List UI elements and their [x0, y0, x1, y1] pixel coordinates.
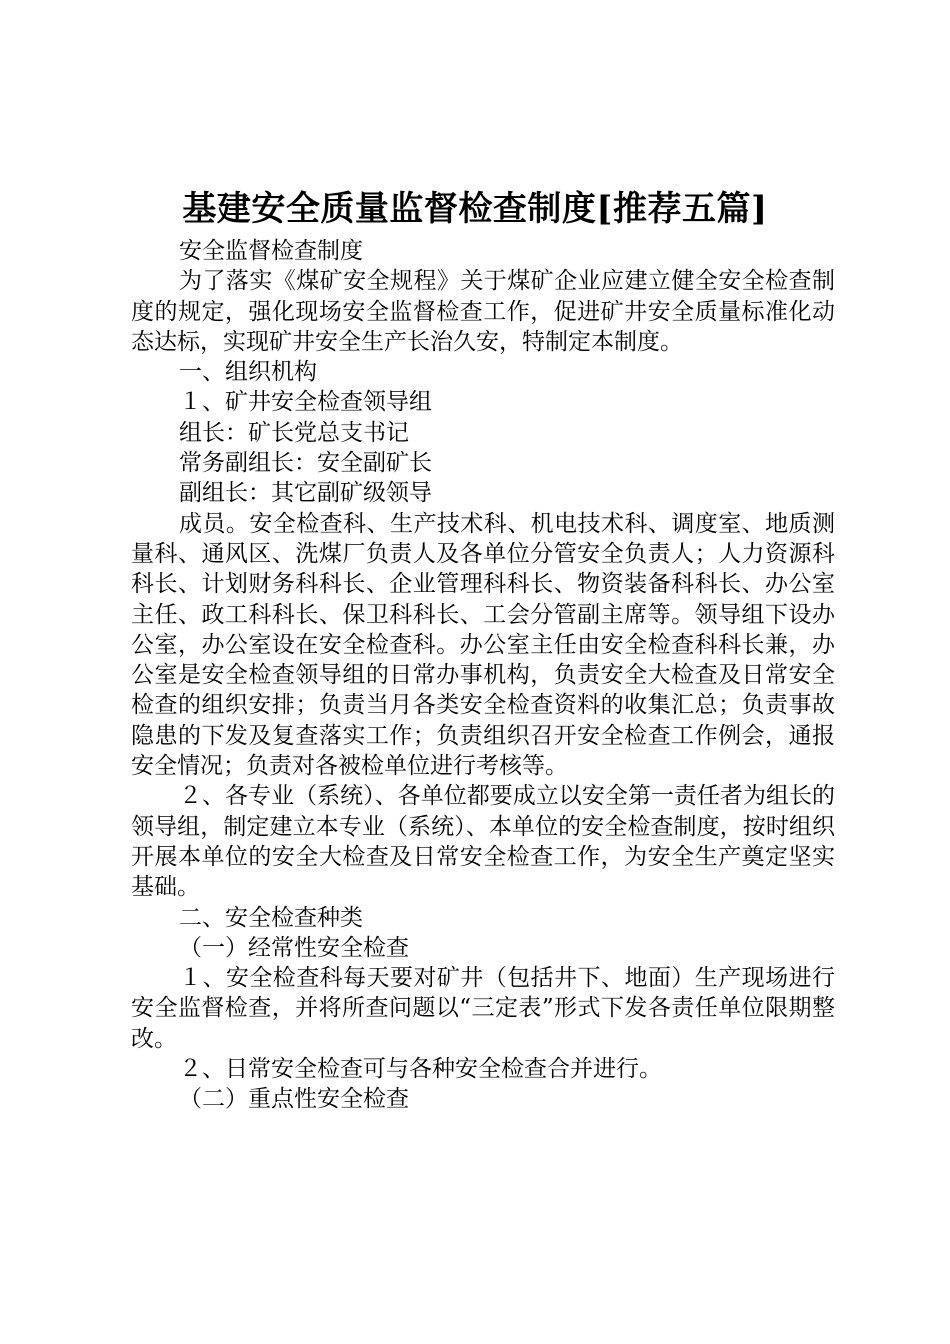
paragraph-combined-check: ２、日常安全检查可与各种安全检查合并进行。	[179, 1056, 662, 1083]
paragraph-leader: 组长：矿长党总支书记	[179, 419, 409, 446]
paragraph-executive-deputy: 常务副组长：安全副矿长	[179, 450, 432, 477]
paragraph-heading-inspection-types: 二、安全检查种类	[179, 904, 363, 931]
paragraph-unit-groups: ２、各专业（系统）、各单位都要成立以安全第一责任者为组长的领导组，制定建立本专业（系统）、本单位的安全检查制度，按时组织开展本单位的安全大检查及日常安全检查工作，为安全生产奠定坚实基础。	[131, 783, 835, 901]
paragraph-regular-inspection: （一）经常性安全检查	[179, 934, 409, 961]
paragraph-deputy: 副组长：其它副矿级领导	[179, 480, 432, 507]
paragraph-heading-organization: 一、组织机构	[179, 359, 317, 386]
paragraph-section-heading: 安全监督检查制度	[179, 238, 363, 264]
paragraph-intro: 为了落实《煤矿安全规程》关于煤矿企业应建立健全安全检查制度的规定，强化现场安全监督检查工作，促进矿井安全质量标准化动态达标，实现矿井安全生产长治久安，特制定本制度。	[131, 268, 835, 355]
paragraph-key-inspection: （二）重点性安全检查	[179, 1086, 409, 1113]
paragraph-leadership-group: １、矿井安全检查领导组	[179, 389, 432, 416]
document-title: 基建安全质量监督检查制度[推荐五篇]	[182, 189, 768, 229]
paragraph-daily-check: １、安全检查科每天要对矿井（包括井下、地面）生产现场进行安全监督检查，并将所查问题以“三定表”形式下发各责任单位限期整改。	[131, 965, 835, 1052]
paragraph-members: 成员。安全检查科、生产技术科、机电技术科、调度室、地质测量科、通风区、洗煤厂负责人及各单位分管安全负责人；人力资源科科长、计划财务科科长、企业管理科科长、物资装备科科长、办公室主任、政工科科长、保卫科科长、工会分管副主席等。领导组下设办公室，办公室设在安全检查科。办公室主任由安全检查科科长兼，办公室是安全检查领导组的日常办事机构，负责安全大检查及日常安全检查的组织安排；负责当月各类安全检查资料的收集汇总；负责事故隐患的下发及复查落实工作；负责组织召开安全检查工作例会，通报安全情况；负责对各被检单位进行考核等。	[131, 510, 835, 780]
document-body	[131, 236, 835, 1115]
